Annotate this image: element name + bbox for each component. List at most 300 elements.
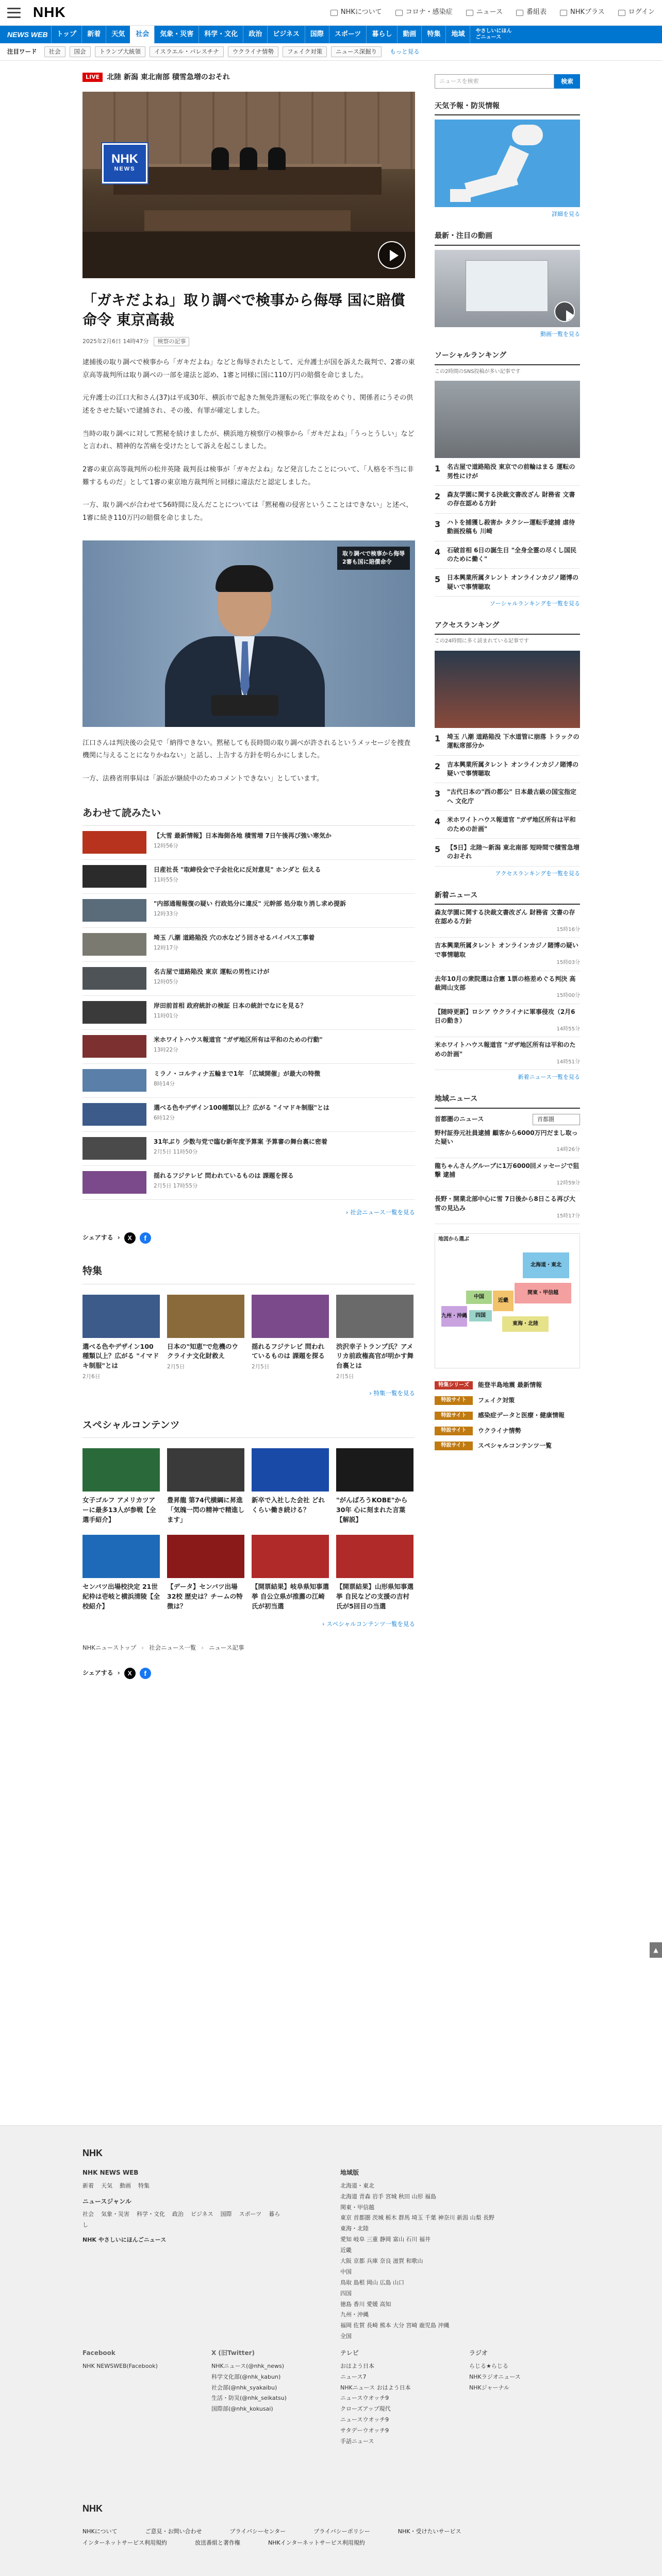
- article-hero-video[interactable]: [82, 92, 415, 278]
- footer-bottom-link[interactable]: NHK・受けたいサービス: [398, 2528, 461, 2535]
- microphones: [211, 695, 278, 716]
- footer-region-link[interactable]: 北海道・東北: [340, 2182, 374, 2189]
- breadcrumb-item[interactable]: 社会ニュース一覧: [148, 1644, 196, 1652]
- special-thumbnail[interactable]: [82, 1535, 160, 1578]
- nav-video[interactable]: 動画: [397, 26, 421, 43]
- special-site-tag: 特設サイト: [435, 1412, 473, 1420]
- region-map: [435, 1233, 580, 1368]
- footer-genre-link[interactable]: 暮らし: [82, 2211, 280, 2229]
- social-ranking-image[interactable]: [435, 381, 580, 458]
- search-input[interactable]: ニュースを検索: [435, 74, 554, 89]
- footer-genre-link[interactable]: 政治: [172, 2211, 184, 2218]
- nav-business[interactable]: ビジネス: [267, 26, 305, 43]
- footer-col-radio: ラジオ らじる★らじる NHKラジオニュース NHKジャーナル: [469, 2347, 572, 2393]
- related-text: [154, 865, 321, 888]
- footer-bottom-link[interactable]: NHKについて: [82, 2528, 118, 2535]
- nhk-news-badge: NHK NEWS: [102, 143, 147, 183]
- window-icon: [395, 10, 403, 16]
- rank-title[interactable]: 森友学園に関する決裁文書改ざん 財務省 文書の存在認める方針: [447, 491, 575, 507]
- footer-tv-link[interactable]: ニュースウオッチ9: [340, 2416, 389, 2424]
- breadcrumb-item[interactable]: NHKニューストップ: [82, 1644, 137, 1652]
- footer-region-link[interactable]: 東京 首都圏 茨城 栃木 群馬 埼玉 千葉 神奈川 新潟 山梨 長野: [340, 2214, 494, 2222]
- special-thumbnail[interactable]: [252, 1535, 329, 1578]
- feature-card[interactable]: [82, 1295, 160, 1381]
- special-thumbnail[interactable]: [82, 1448, 160, 1492]
- footer-facebook-link[interactable]: NHK NEWSWEB(Facebook): [82, 2362, 158, 2369]
- article-paragraph: 元弁護士の江口大和さん(37)は平成30年、横浜市で起きた無免許運転の死亡事故をめぐり、関係者にうその供述をさせた疑いで逮捕され、その後、有罪が確定しました。: [82, 394, 413, 415]
- footer-bottom-link[interactable]: 放送番組と著作権: [195, 2539, 241, 2546]
- local-news-item[interactable]: [435, 1191, 580, 1224]
- focus-word[interactable]: フェイク対策: [283, 46, 327, 57]
- related-item[interactable]: [82, 962, 415, 996]
- feature-thumbnail[interactable]: [252, 1295, 329, 1338]
- feature-card[interactable]: [252, 1295, 329, 1381]
- feature-title[interactable]: 揺れるフジテレビ 問われているものは 課題を探る: [252, 1342, 325, 1360]
- news-time: 15時00分: [556, 993, 580, 999]
- special-site-link[interactable]: [435, 1381, 580, 1389]
- special-site-label[interactable]: スペシャルコンテンツ一覧: [478, 1442, 552, 1450]
- region-shikoku[interactable]: 四国: [469, 1310, 492, 1321]
- new-news-more-link[interactable]: 新着ニュース一覧を見る: [518, 1074, 580, 1081]
- breadcrumb: NHKニューストップ › 社会ニュース一覧 › ニュース記事: [82, 1644, 244, 1652]
- special-more-link[interactable]: › スペシャルコンテンツ一覧を見る: [82, 1620, 415, 1629]
- nav-new[interactable]: 新着: [81, 26, 106, 43]
- related-thumbnail[interactable]: [82, 1171, 146, 1194]
- footer-tv-link[interactable]: おはよう日本: [340, 2362, 374, 2369]
- focus-word[interactable]: ウクライナ情勢: [228, 46, 278, 57]
- footer-col-news: NHK NEWS WEB 新着 天気 動画 特集 ニュースジャンル 社会 気象・災害 科学・文化 政治 ビジネス 国際 スポーツ 暮らし NHK やさしいにほんごニュース: [82, 2167, 289, 2246]
- region-hokkaido-tohoku[interactable]: 北海道・東北: [523, 1252, 569, 1278]
- nav-international[interactable]: 国際: [305, 26, 329, 43]
- special-site-links: [435, 1381, 580, 1450]
- special-site-label[interactable]: ウクライナ情勢: [478, 1427, 521, 1434]
- map-land-kyushu: [450, 189, 471, 202]
- facebook-share-icon[interactable]: f: [140, 1668, 151, 1679]
- special-site-link[interactable]: [435, 1442, 580, 1450]
- related-thumbnail[interactable]: [82, 1035, 146, 1058]
- feature-date: 2月5日: [336, 1373, 354, 1380]
- access-ranking-item[interactable]: [435, 756, 580, 784]
- nav-region[interactable]: 地域: [445, 26, 470, 43]
- social-ranking-item[interactable]: [435, 458, 580, 486]
- nhk-logo[interactable]: NHK: [33, 4, 66, 21]
- social-ranking-item[interactable]: [435, 569, 580, 597]
- window-icon: [330, 10, 338, 16]
- news-title[interactable]: 長野・開業北部中心に雪 7日後から8日こる再び大雪の見込み: [435, 1195, 575, 1212]
- related-item[interactable]: [82, 894, 415, 928]
- new-news-item[interactable]: [435, 905, 580, 938]
- related-thumbnail[interactable]: [82, 1001, 146, 1024]
- footer-tv-link[interactable]: 手話ニュース: [340, 2438, 374, 2445]
- nav-easy-japanese[interactable]: やさしいにほんごニュース: [470, 26, 519, 43]
- society-news-more-link[interactable]: › 社会ニュース一覧を見る: [82, 1208, 415, 1217]
- region-selector: [435, 1114, 580, 1125]
- region-select[interactable]: 首都圏: [533, 1114, 580, 1125]
- footer-genre-link[interactable]: スポーツ: [239, 2211, 262, 2218]
- footer-bottom-links: [82, 2528, 577, 2547]
- photo-caption-overlay: 取り調べで検事から侮辱 2審も国に賠償命令: [337, 547, 410, 570]
- footer-x-link[interactable]: 社会部(@nhk_syakaibu): [211, 2384, 277, 2391]
- search-button[interactable]: 検索: [554, 74, 580, 89]
- access-ranking-item[interactable]: [435, 728, 580, 756]
- social-ranking-more-link[interactable]: ソーシャルランキングを一覧を見る: [489, 600, 580, 607]
- related-thumbnail[interactable]: [82, 865, 146, 888]
- related-item[interactable]: [82, 928, 415, 962]
- top-link-news[interactable]: ニュース: [466, 8, 503, 18]
- courtroom-floor: [82, 232, 415, 278]
- top-link-schedule[interactable]: 番組表: [516, 8, 547, 18]
- footer-tv-link[interactable]: サタデーウオッチ9: [340, 2427, 389, 2434]
- related-title[interactable]: 埼玉 八潮 道路陥没 穴の水などう回させるバイパス工事着: [154, 934, 315, 942]
- judge-figure: [240, 147, 257, 170]
- footer-region-link[interactable]: 中国: [340, 2268, 352, 2275]
- feature-thumbnail[interactable]: [82, 1295, 160, 1338]
- feature-title[interactable]: 渋沢幸子トランプ氏？アメリカ前政権高官が明かす舞台裏とは: [336, 1342, 413, 1370]
- footer-genre-link[interactable]: 国際: [220, 2211, 232, 2218]
- access-ranking-more-link[interactable]: アクセスランキングを一覧を見る: [495, 870, 580, 877]
- special-site-link[interactable]: [435, 1427, 580, 1435]
- rank-title[interactable]: 米ホワイトハウス報道官 "ガザ地区所有は平和のための計画": [447, 816, 576, 833]
- footer-bottom-link[interactable]: インターネットサービス利用規約: [82, 2539, 168, 2546]
- footer-easy-link[interactable]: NHK やさしいにほんごニュース: [82, 2236, 167, 2244]
- footer-genre-link[interactable]: 社会: [82, 2211, 94, 2218]
- related-item[interactable]: [82, 1166, 415, 1200]
- footer-genre-link[interactable]: 気象・災害: [101, 2211, 129, 2218]
- new-news-heading: 新着ニュース: [435, 890, 580, 905]
- footer-logo-bottom[interactable]: NHK: [82, 2503, 103, 2514]
- search-form: [435, 74, 580, 89]
- focus-word[interactable]: イスラエル・パレスチナ: [150, 46, 224, 57]
- news-title[interactable]: 米ホワイトハウス報道官 "ガザ地区所有は平和のための計画": [435, 1041, 576, 1058]
- special-site-label[interactable]: 能登半島地震 最新情報: [478, 1381, 542, 1389]
- related-thumbnail[interactable]: [82, 831, 146, 854]
- special-thumbnail[interactable]: [252, 1448, 329, 1492]
- focus-word[interactable]: 社会: [44, 46, 65, 57]
- access-ranking-heading: アクセスランキング: [435, 620, 580, 635]
- rank-title[interactable]: 日本興業所属タレント オンラインカジノ賭博の疑いで事情聴取: [447, 574, 579, 590]
- special-site-label[interactable]: 感染症データと医療・健康情報: [478, 1412, 565, 1419]
- footer-region-link[interactable]: 愛知 岐阜 三重 静岡 富山 石川 福井: [340, 2236, 431, 2243]
- footer-tv-link[interactable]: ニュースウオッチ9: [340, 2395, 389, 2402]
- footer-tv-link[interactable]: クローズアップ現代: [340, 2405, 391, 2413]
- footer-region-link[interactable]: 東海・北陸: [340, 2225, 369, 2232]
- rank-title[interactable]: ハトを捕獲し殺害か タクシー運転手逮捕 虐待動画投稿も 川崎: [447, 518, 575, 535]
- related-item[interactable]: [82, 1064, 415, 1098]
- footer-bottom-link[interactable]: プライバシーセンター: [229, 2528, 286, 2535]
- rank-title[interactable]: 埼玉 八潮 道路陥没 下水道管に崩落 トラックの運転席部分か: [447, 733, 580, 750]
- footer-link[interactable]: 特集: [138, 2182, 150, 2189]
- features-more-link[interactable]: › 特集一覧を見る: [82, 1389, 415, 1398]
- nav-sports[interactable]: スポーツ: [329, 26, 366, 43]
- nav-science[interactable]: 科学・文化: [198, 26, 243, 43]
- feature-date: 2月6日: [82, 1373, 101, 1380]
- footer-logo[interactable]: NHK: [82, 2148, 103, 2158]
- breadcrumb-item: ニュース記事: [209, 1644, 244, 1652]
- feature-title[interactable]: 日本の"知恵"で危機のウクライナ文化財救え: [167, 1342, 239, 1360]
- related-thumbnail[interactable]: [82, 1137, 146, 1160]
- related-date: 12時33分: [154, 911, 178, 918]
- special-thumbnail[interactable]: [336, 1535, 413, 1578]
- special-site-tag: 特設サイト: [435, 1442, 473, 1450]
- social-ranking-item[interactable]: [435, 541, 580, 569]
- footer-bottom-link[interactable]: プライバシーポリシー: [313, 2528, 370, 2535]
- related-item[interactable]: [82, 996, 415, 1030]
- region-chugoku[interactable]: 中国: [466, 1291, 492, 1304]
- related-thumbnail[interactable]: [82, 1103, 146, 1126]
- related-item[interactable]: [82, 1030, 415, 1064]
- special-grid: [82, 1448, 415, 1612]
- footer-tv-link[interactable]: NHKニュース おはよう日本: [340, 2384, 411, 2391]
- share-label: シェアする: [82, 1234, 113, 1242]
- rank-title[interactable]: "古代日本の"西の都公" 日本最古級の国宝指定へ 文化庁: [447, 788, 576, 805]
- footer-x-link[interactable]: 科学文化部(@nhk_kabun): [211, 2373, 281, 2380]
- related-title[interactable]: 日産社長 "取締役会で子会社化に反対意見" ホンダと 伝える: [154, 866, 321, 874]
- access-ranking-item[interactable]: [435, 811, 580, 839]
- footer-col-facebook: Facebook NHK NEWSWEB(Facebook): [82, 2347, 186, 2372]
- special-card[interactable]: [252, 1535, 329, 1611]
- special-title[interactable]: 【開票結果】岐阜県知事選挙 自公立県が推薦の江崎氏が初当選: [252, 1583, 329, 1610]
- footer-region-link[interactable]: 北海道 青森 岩手 宮城 秋田 山形 福島: [340, 2193, 436, 2200]
- video-more-link[interactable]: 動画一覧を見る: [540, 330, 580, 337]
- article-category[interactable]: 検察の記事: [154, 337, 189, 346]
- footer-region-link[interactable]: 九州・沖縄: [340, 2311, 369, 2318]
- map-land-honshu-west: [465, 170, 518, 198]
- footer-radio-link[interactable]: NHKジャーナル: [469, 2384, 509, 2391]
- article-paragraph: 2審の東京高等裁判所の松井英隆 裁判長は検事が「ガキだよね」など発言したことについて、「人格を不当に非難するものだ」として1審の東京地方裁判所と同様に違法だと認定しました。: [82, 465, 414, 486]
- footer-region-link[interactable]: 全国: [340, 2333, 352, 2340]
- related-text: [154, 933, 315, 956]
- rank-title[interactable]: 吉本興業所属タレント オンラインカジノ賭博の疑いで事情聴取: [447, 760, 579, 777]
- special-title[interactable]: センバツ出場校決定 21世紀枠は壱岐と横浜清陵【全校紹介】: [82, 1583, 160, 1610]
- access-ranking-item[interactable]: [435, 783, 580, 811]
- special-site-label[interactable]: フェイク対策: [478, 1396, 515, 1404]
- footer-genre-link[interactable]: 科学・文化: [137, 2211, 165, 2218]
- feature-card[interactable]: [336, 1295, 413, 1381]
- feature-thumbnail[interactable]: [336, 1295, 413, 1338]
- top-bar: [0, 0, 662, 26]
- footer-region-link[interactable]: 徳島 香川 愛媛 高知: [340, 2300, 391, 2308]
- special-title[interactable]: 新卒で入社した会社 どれくらい働き続ける？: [252, 1496, 325, 1514]
- footer-region-link[interactable]: 福岡 佐賀 長崎 熊本 大分 宮崎 鹿児島 沖縄: [340, 2322, 450, 2329]
- related-date: 6時12分: [154, 1115, 175, 1122]
- special-thumbnail[interactable]: [336, 1448, 413, 1492]
- news-time: 14時51分: [556, 1059, 580, 1065]
- nav-weather[interactable]: 天気: [106, 26, 130, 43]
- focus-word[interactable]: トランプ大統領: [95, 46, 146, 57]
- video-box: [435, 231, 580, 338]
- article-photo: [82, 540, 415, 727]
- related-date: 11時01分: [154, 1013, 178, 1020]
- x-share-icon[interactable]: X: [124, 1668, 136, 1679]
- related-title[interactable]: 31年ぶり 少数与党で臨む新年度予算案 予算審の舞台裏に密着: [154, 1138, 328, 1146]
- footer-region-link[interactable]: 鳥取 島根 岡山 広島 山口: [340, 2279, 404, 2286]
- breaking-news-banner[interactable]: [82, 72, 415, 82]
- hamburger-menu-icon[interactable]: [7, 8, 21, 18]
- rank-title[interactable]: 【5日】北陸～新潟 東北南部 短時間で積雪急増のおそれ: [447, 844, 580, 860]
- footer-link[interactable]: 天気: [101, 2182, 112, 2189]
- related-item[interactable]: [82, 1098, 415, 1132]
- news-title[interactable]: 龍ちゃんさんグループに1万6000回メッセージで狙撃 逮捕: [435, 1162, 580, 1179]
- weather-map[interactable]: [435, 120, 580, 207]
- related-thumbnail[interactable]: [82, 933, 146, 956]
- play-icon[interactable]: [378, 241, 406, 269]
- special-card[interactable]: [82, 1448, 160, 1524]
- new-news-item[interactable]: [435, 938, 580, 971]
- special-title[interactable]: 女子ゴルフ アメリカツアーに最多13人が参戦【全選手紹介】: [82, 1496, 156, 1523]
- special-card[interactable]: [167, 1448, 244, 1524]
- focus-words-bar: [0, 43, 662, 61]
- footer-bottom-link[interactable]: ご意見・お問い合わせ: [145, 2528, 202, 2535]
- region-kinki[interactable]: 近畿: [493, 1291, 514, 1311]
- related-text: [154, 831, 332, 854]
- focus-word[interactable]: ニュース深掘り: [331, 46, 382, 57]
- focus-word[interactable]: 国会: [70, 46, 91, 57]
- article-date: 2025年2月6日 14時47分: [82, 337, 149, 345]
- footer-genre-link[interactable]: ビジネス: [191, 2211, 213, 2218]
- related-text: [154, 1103, 329, 1126]
- footer-region-link[interactable]: 近畿: [340, 2247, 352, 2254]
- related-title[interactable]: "内部通報報復の疑い 行政処分に違反" 元幹部 処分取り消し求め提訴: [154, 900, 346, 908]
- special-card[interactable]: [336, 1535, 413, 1611]
- footer-region-link[interactable]: 四国: [340, 2290, 352, 2297]
- special-card[interactable]: [167, 1535, 244, 1611]
- special-card[interactable]: [336, 1448, 413, 1524]
- footer-tv-link[interactable]: ニュース7: [340, 2373, 367, 2380]
- footer-genre-links: [82, 2209, 289, 2231]
- footer-x-link[interactable]: 国際部(@nhk_kokusai): [211, 2405, 273, 2413]
- footer-bottom-link[interactable]: NHKインターネットサービス利用規約: [268, 2539, 365, 2546]
- social-ranking-item[interactable]: [435, 486, 580, 514]
- special-title[interactable]: "がんばろうKOBE"から30年 心に刻まれた言葉【解説】: [336, 1496, 408, 1523]
- footer-link[interactable]: 新着: [82, 2182, 94, 2189]
- news-title[interactable]: 吉本興業所属タレント オンラインカジノ賭博の疑いで事情聴取: [435, 942, 579, 958]
- feature-title[interactable]: 選べる色やデザイン100種類以上？広がる "イマドキ制服"とは: [82, 1342, 159, 1370]
- related-title[interactable]: 揺れるフジテレビ 問われているものは 課題を探る: [154, 1172, 294, 1180]
- related-title[interactable]: ミラノ・コルティナ五輪まで1年 「広域開催」が最大の特徴: [154, 1070, 321, 1078]
- news-time: 14時26分: [556, 1147, 580, 1153]
- social-ranking-note: この2時間のSNS投稿が多い記事です: [435, 368, 521, 375]
- news-time: 14時55分: [556, 1026, 580, 1032]
- play-icon: [560, 10, 567, 16]
- special-thumbnail[interactable]: [167, 1448, 244, 1492]
- region-kanto-koshinetsu[interactable]: 関東・甲信越: [515, 1283, 571, 1303]
- rank-title[interactable]: 名古屋で道路陥没 東京での前輪はまる 運転の男性にけが: [447, 463, 575, 480]
- access-ranking-item[interactable]: [435, 839, 580, 867]
- new-news-item[interactable]: [435, 1004, 580, 1037]
- footer-link[interactable]: 動画: [120, 2182, 131, 2189]
- social-ranking-heading: ソーシャルランキング: [435, 350, 580, 365]
- related-text: [154, 1137, 327, 1160]
- related-item[interactable]: [82, 860, 415, 894]
- rank-title[interactable]: 石破首相 6日の誕生日 "全身全霊の尽くし国民のために働く": [447, 546, 576, 563]
- footer-region-link[interactable]: 関東・甲信越: [340, 2204, 374, 2211]
- special-card[interactable]: [252, 1448, 329, 1524]
- special-site-link[interactable]: [435, 1396, 580, 1405]
- local-news-label: 首都圏のニュース: [435, 1115, 484, 1123]
- special-title[interactable]: 【開票結果】山形県知事選挙 自民などの支援の吉村氏が5回目の当選: [336, 1583, 414, 1610]
- video-thumbnail[interactable]: [435, 250, 580, 327]
- related-date: 8時14分: [154, 1081, 175, 1088]
- nav-top[interactable]: トップ: [51, 26, 82, 43]
- related-title[interactable]: 名古屋で道路陥没 東京 運転の男性にけが: [154, 968, 270, 976]
- special-thumbnail[interactable]: [167, 1535, 244, 1578]
- special-site-link[interactable]: [435, 1411, 580, 1420]
- region-tokai-hokuriku[interactable]: 東海・北陸: [502, 1316, 549, 1332]
- nav-politics[interactable]: 政治: [243, 26, 267, 43]
- play-icon[interactable]: [554, 301, 575, 322]
- related-thumbnail[interactable]: [82, 967, 146, 990]
- top-link-login[interactable]: ログイン: [618, 8, 655, 18]
- footer-region-link[interactable]: 大阪 京都 兵庫 奈良 滋賀 和歌山: [340, 2258, 423, 2265]
- special-title[interactable]: 豊昇龍 第74代横綱に昇進「気魄一閃の精神で精進します」: [167, 1496, 245, 1523]
- news-title[interactable]: 野村証券元社員逮捕 顧客から6000万円だまし取った疑い: [435, 1129, 578, 1146]
- footer-radio-link[interactable]: らじる★らじる: [469, 2362, 508, 2369]
- region-kyushu-okinawa[interactable]: 九州・沖縄: [441, 1306, 467, 1327]
- related-text: [154, 1171, 294, 1194]
- special-card[interactable]: [82, 1535, 160, 1611]
- article-headline: 「ガキだよね」取り調べで検事から侮辱 国に賠償命令 東京高裁: [82, 292, 405, 329]
- news-title[interactable]: 森友学園に関する決裁文書改ざん 財務省 文書の存在認める方針: [435, 909, 575, 925]
- new-news-list: [435, 905, 580, 1070]
- feature-thumbnail[interactable]: [167, 1295, 244, 1338]
- article-paragraph: 一方、法務省刑事局は「訴訟が継続中のためコメントできない」としています。: [82, 775, 323, 783]
- special-title[interactable]: 【データ】センバツ出場32校 歴史は？チームの特徴は？: [167, 1583, 243, 1610]
- related-thumbnail[interactable]: [82, 1069, 146, 1092]
- footer-col-x: X (旧Twitter) NHKニュース(@nhk_news) 科学文化部(@nhk_kabun) 社会部(@nhk_syakaibu) 生活・防災(@nhk_seikatsu) 国際部(@nhk_kokusai): [211, 2347, 315, 2415]
- related-item[interactable]: [82, 826, 415, 860]
- top-link-about[interactable]: NHKについて: [330, 8, 382, 18]
- related-item[interactable]: [82, 1132, 415, 1166]
- related-title[interactable]: 岸田前首相 政府統計の検証 日本の統計でなにを見る？: [154, 1002, 307, 1010]
- access-ranking-box: [435, 620, 580, 878]
- nav-society[interactable]: 社会: [130, 26, 154, 43]
- related-title[interactable]: 選べる色やデザイン100種類以上？広がる "イマドキ制服"とは: [154, 1104, 329, 1112]
- news-title[interactable]: 【随時更新】ロシア ウクライナに軍事侵攻（2月6日の動き）: [435, 1008, 575, 1025]
- top-link-corona[interactable]: コロナ・感染症: [395, 8, 453, 18]
- page-top-button[interactable]: ▲: [650, 1942, 662, 1958]
- rank-number: 5: [435, 844, 441, 855]
- access-ranking-image[interactable]: [435, 651, 580, 728]
- footer-radio-link[interactable]: NHKラジオニュース: [469, 2373, 521, 2380]
- nav-life[interactable]: 暮らし: [366, 26, 397, 43]
- focus-more-link[interactable]: もっと見る: [390, 48, 420, 56]
- feature-card[interactable]: [167, 1295, 244, 1381]
- new-news-item[interactable]: [435, 971, 580, 1004]
- social-ranking-item[interactable]: [435, 514, 580, 541]
- news-time: 15時17分: [556, 1213, 580, 1219]
- rank-number: 3: [435, 519, 441, 529]
- x-share-icon[interactable]: X: [124, 1232, 136, 1244]
- footer-x-link[interactable]: 生活・防災(@nhk_seikatsu): [211, 2395, 287, 2402]
- related-text: [154, 967, 269, 990]
- related-title[interactable]: 【大雪 最新情報】日本海側各地 積雪増 7日午後再び強い寒気か: [154, 832, 332, 840]
- news-title[interactable]: 去年10月の衆院選は合憲 1票の格差めぐる判決 高裁岡山支部: [435, 975, 576, 991]
- access-ranking-list: [435, 728, 580, 867]
- rank-number: 4: [435, 547, 441, 557]
- nav-features[interactable]: 特集: [421, 26, 445, 43]
- footer-x-link[interactable]: NHKニュース(@nhk_news): [211, 2362, 285, 2369]
- local-news-item[interactable]: [435, 1158, 580, 1191]
- weather-more-link[interactable]: 詳細を見る: [552, 211, 580, 218]
- related-title[interactable]: 米ホワイトハウス報道官 "ガザ地区所有は平和のための行動": [154, 1036, 323, 1044]
- related-thumbnail[interactable]: [82, 899, 146, 922]
- new-news-item[interactable]: [435, 1037, 580, 1070]
- local-news-item[interactable]: [435, 1125, 580, 1158]
- facebook-share-icon[interactable]: f: [140, 1232, 151, 1244]
- top-link-nhkplus[interactable]: NHKプラス: [560, 8, 605, 18]
- nav-disaster[interactable]: 気象・災害: [154, 26, 198, 43]
- news-web-brand[interactable]: NEWS WEB: [7, 30, 48, 39]
